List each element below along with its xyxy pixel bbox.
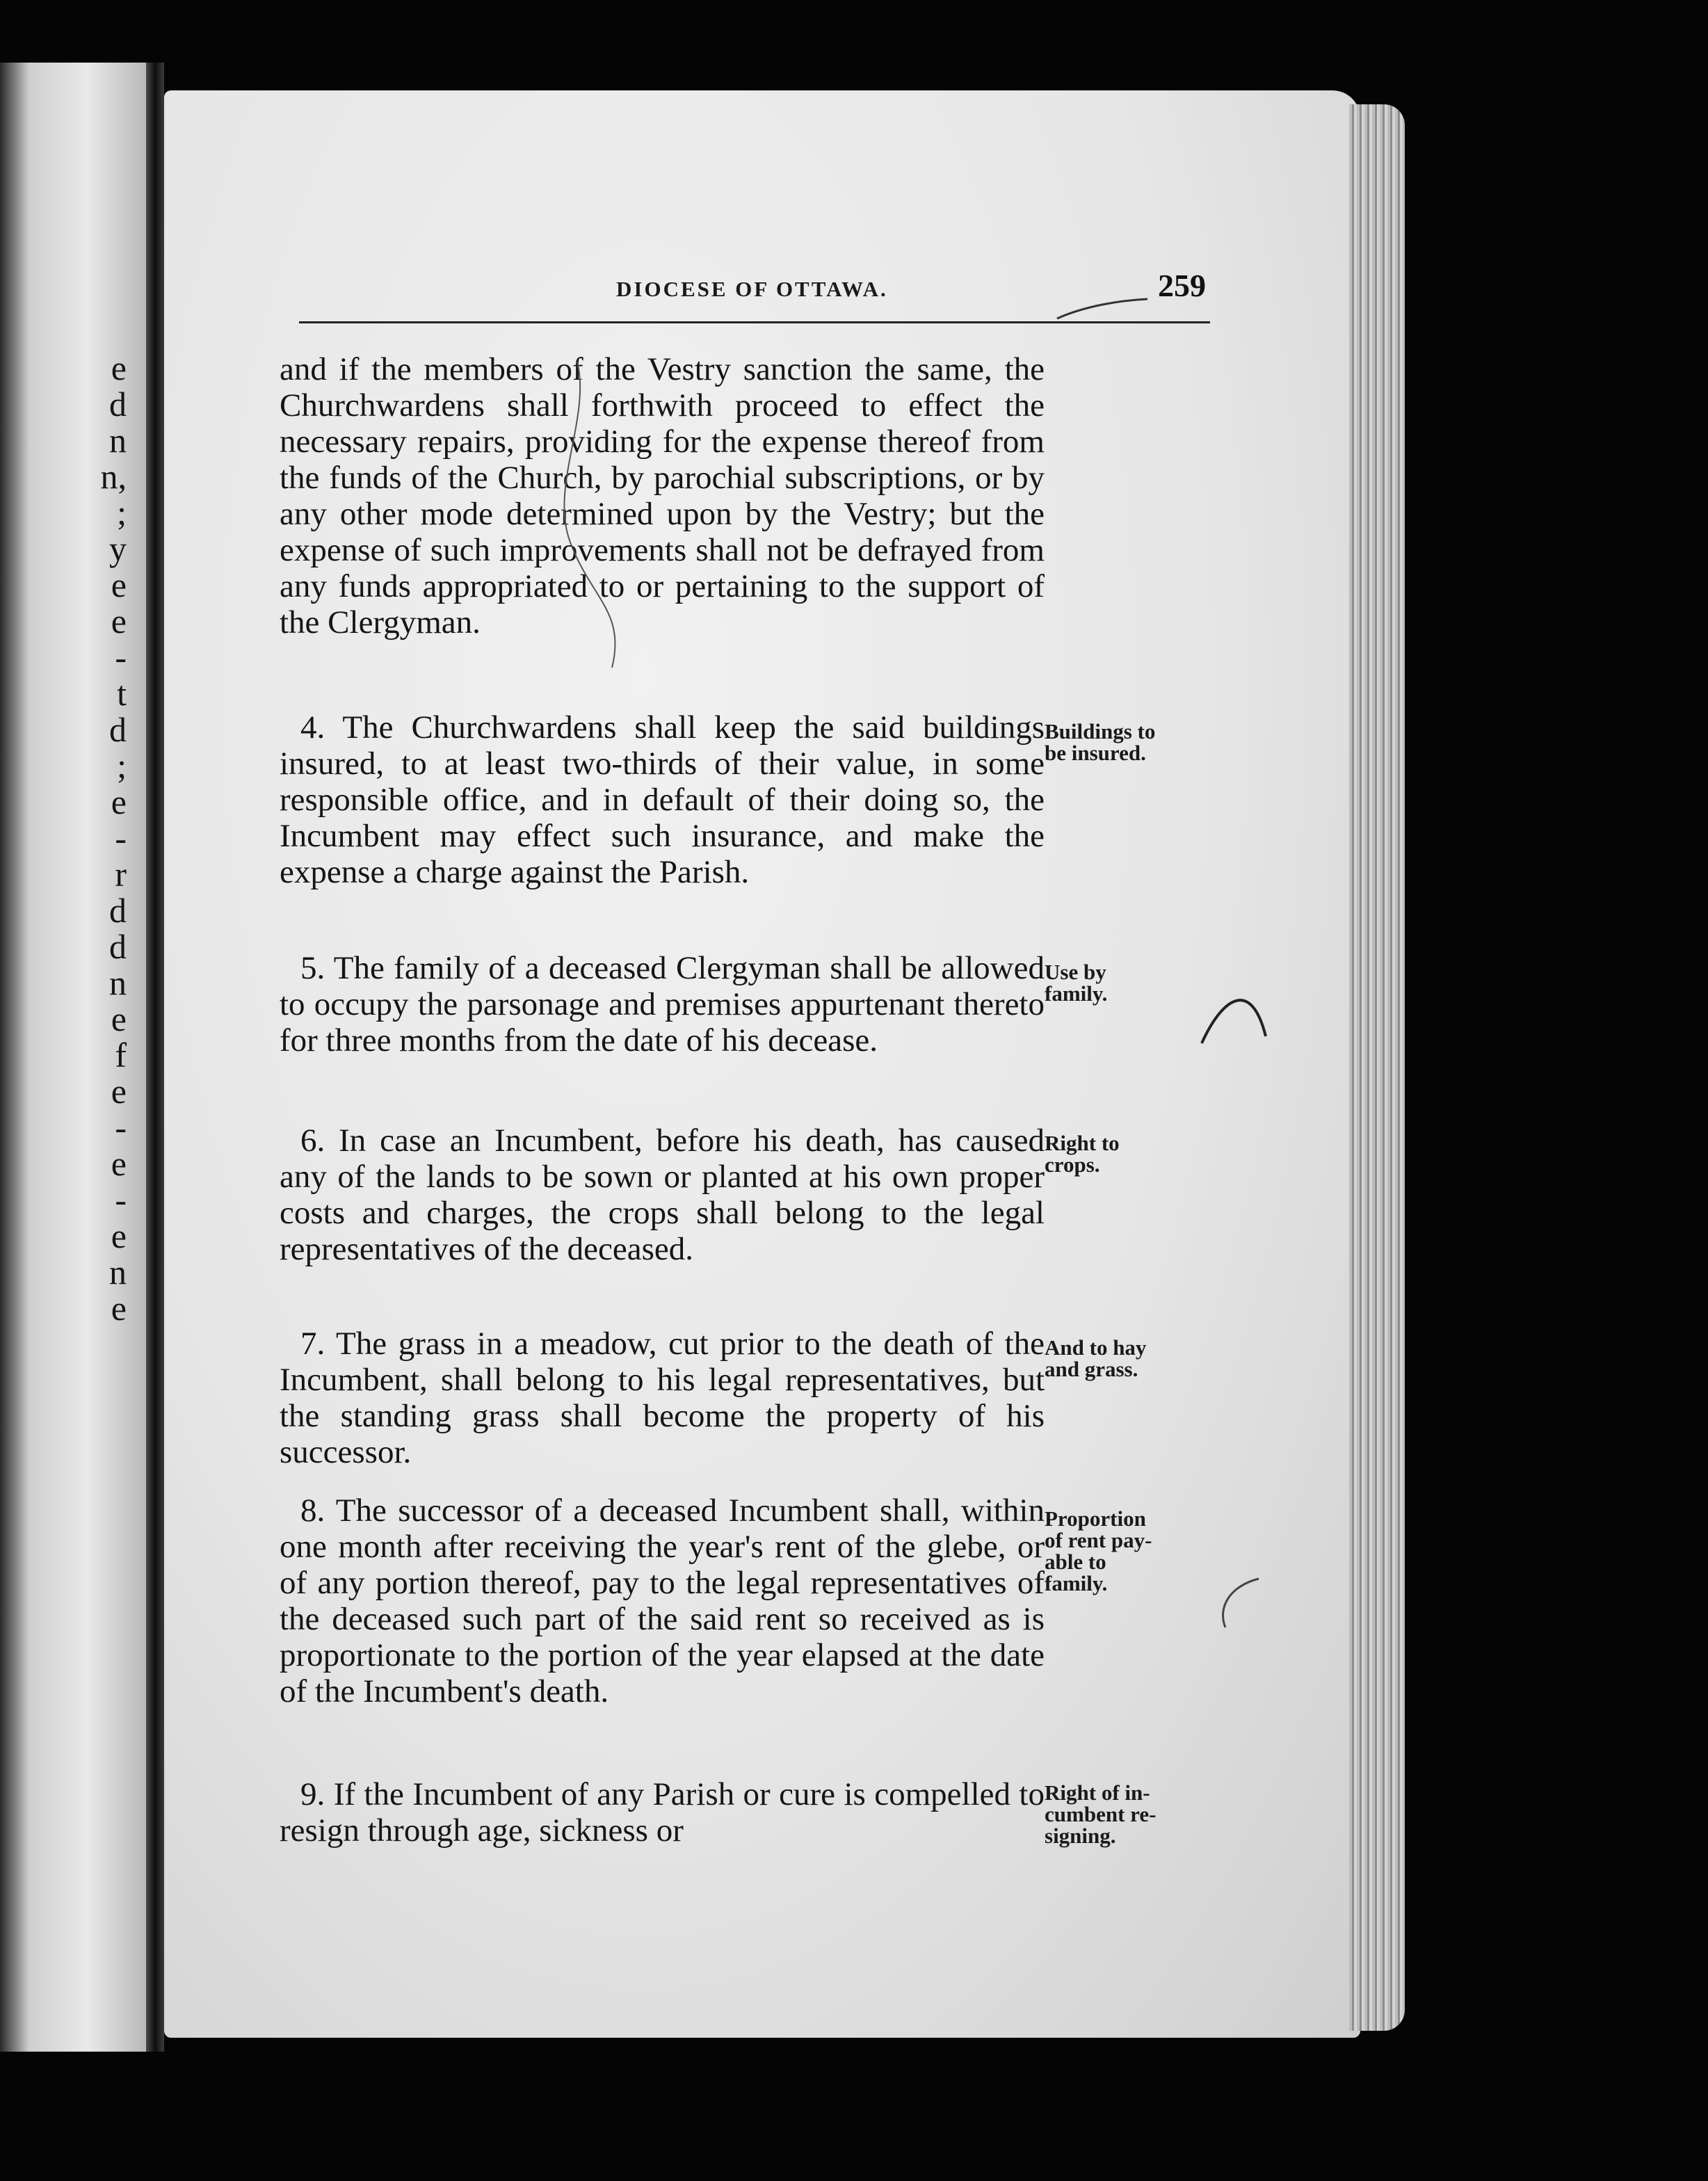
page-number: 259 <box>1158 268 1206 303</box>
facing-page-fragment: - <box>115 638 127 677</box>
book-gutter <box>146 63 164 2052</box>
margin-note-right-to-crops: Right to crops. <box>1045 1131 1120 1177</box>
facing-page-fragment: n <box>109 963 127 1002</box>
facing-page-fragment: - <box>115 1108 127 1147</box>
facing-page-fragment: e <box>111 602 127 641</box>
paragraph-6: 6. In case an Incumbent, before his death, has caused any of the lands to be sown or planted at his own proper costs and charges, the crops shall belong to the legal representatives of the deceased. <box>280 1122 1045 1267</box>
paragraph-8: 8. The successor of a deceased Incumbent shall, within one month after receiving the year's rent of the glebe, or of any portion thereof, pay to the legal representatives of the deceased such part of the said rent so received as is proportionate to the portion of the year elapsed at the date of the Incumbent's death. <box>280 1492 1045 1709</box>
facing-page-fragment: e <box>111 1144 127 1183</box>
facing-page-fragment: - <box>115 1180 127 1219</box>
margin-note-right-of-incumbent: Right of in- cumbent re- signing. <box>1045 1780 1157 1848</box>
facing-page-fragment: ; <box>117 493 127 532</box>
facing-page-fragment: e <box>111 782 127 821</box>
facing-page-fragment: e <box>111 1072 127 1111</box>
running-title: DIOCESE OF OTTAWA. <box>616 277 888 301</box>
facing-page-fragment: y <box>109 529 127 568</box>
facing-page-fragment: e <box>111 1216 127 1255</box>
margin-note-hay-and-grass: And to hay and grass. <box>1045 1335 1147 1381</box>
facing-page-fragment: f <box>115 1036 127 1075</box>
facing-page <box>0 63 146 2052</box>
margin-note-proportion-of-rent: Proportion of rent pay- able to family. <box>1045 1506 1152 1595</box>
page-header <box>299 268 1210 323</box>
paragraph-7: 7. The grass in a meadow, cut prior to the death of the Incumbent, shall belong to his legal representatives, but the standing grass shall become the property of his successor. <box>280 1326 1045 1470</box>
paragraph-9: 9. If the Incumbent of any Parish or cure is compelled to resign through age, sickness or <box>280 1776 1045 1849</box>
paragraph-continued: and if the members of the Vestry sanction the same, the Churchwardens shall forthwith proceed to effect the necessary repairs, providing for the expense thereof from the funds of the Church, by parochial subscriptions, or by any other mode determined upon by the Vestry; but the expense of such improvements shall not be defrayed from any funds appropriated to or pertaining to the support of the Clergyman. <box>280 351 1045 641</box>
page-edges <box>1349 104 1405 2031</box>
facing-page-fragment: - <box>115 819 127 858</box>
facing-page-fragment: d <box>109 891 127 930</box>
facing-page-fragment: e <box>111 1289 127 1328</box>
facing-page-fragment: r <box>115 855 127 894</box>
margin-note-use-by-family: Use by family. <box>1045 960 1108 1006</box>
paragraph-4: 4. The Churchwardens shall keep the said buildings insured, to at least two-thirds of their value, in some responsible office, and in default of their doing so, the Incumbent may effect such insurance, and make the expense a charge against the Parish. <box>280 709 1045 890</box>
facing-page-fragment: d <box>109 927 127 966</box>
facing-page-fragment: e <box>111 999 127 1038</box>
facing-page-fragment: n, <box>100 457 127 496</box>
facing-page-fragment: d <box>109 710 127 749</box>
facing-page-fragment: t <box>117 674 127 713</box>
facing-page-fragment: e <box>111 565 127 604</box>
facing-page-fragment: e <box>111 348 127 387</box>
facing-page-fragment: d <box>109 385 127 424</box>
facing-page-fragment: ; <box>117 746 127 785</box>
margin-note-buildings-insured: Buildings to be insured. <box>1045 719 1156 765</box>
facing-page-fragment: n <box>109 421 127 460</box>
paragraph-5: 5. The family of a deceased Clergyman shall be allowed to occupy the parsonage and premises appurtenant thereto for three months from the date of his decease. <box>280 950 1045 1059</box>
facing-page-fragment: n <box>109 1253 127 1291</box>
